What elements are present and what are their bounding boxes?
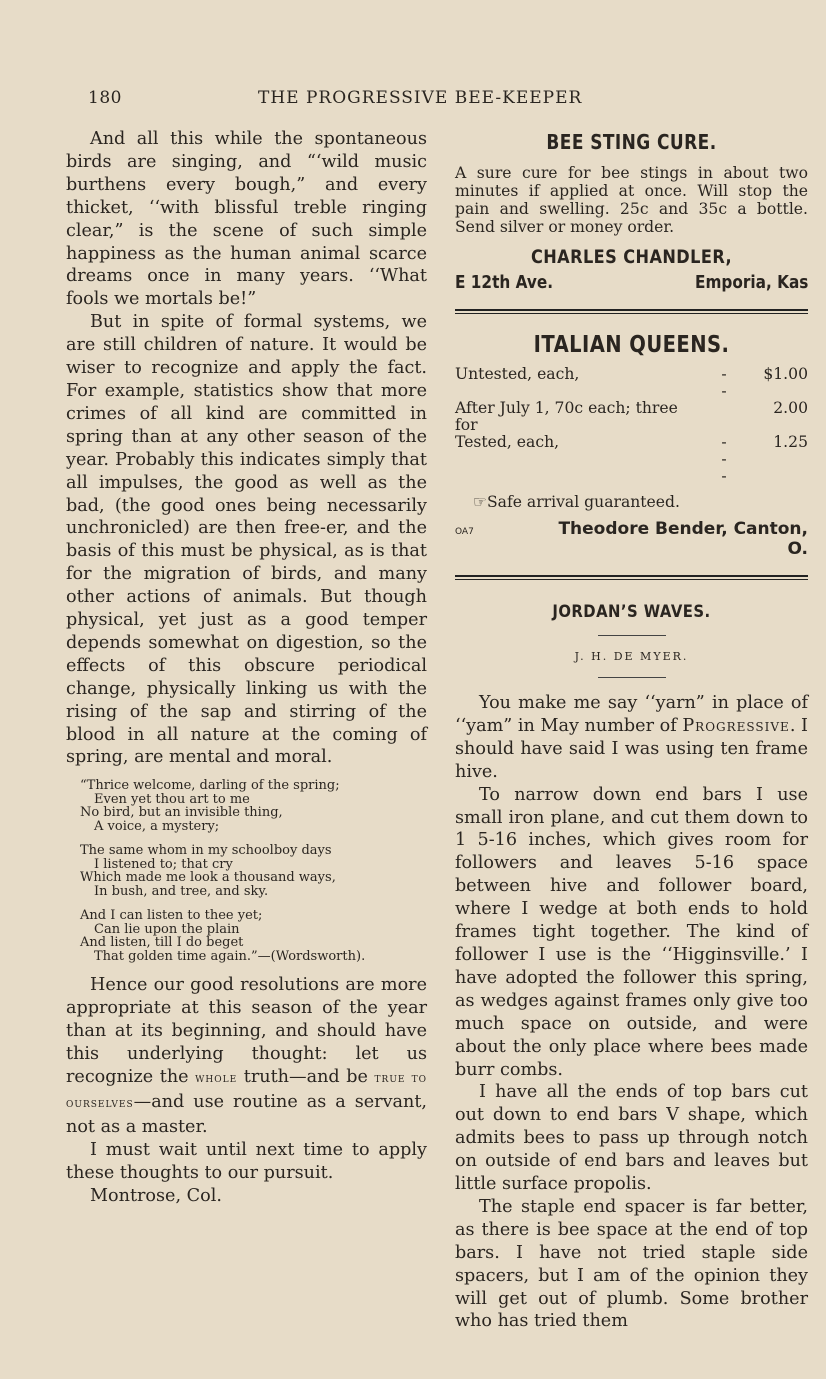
seller-name: Theodore Bender, Canton, O. xyxy=(558,519,808,559)
price-label: Untested, each, xyxy=(455,365,580,383)
short-rule xyxy=(598,635,666,636)
poem-line: And listen, till I do beget xyxy=(80,935,244,951)
seller-row xyxy=(455,519,808,559)
article-author: J. H. DE MYER. xyxy=(574,650,689,663)
left-column xyxy=(66,128,427,1207)
short-rule xyxy=(598,677,666,678)
paragraph: To narrow down end bars I use small iron plane, and cut them down to 1 5-16 inches, which gives room for followers and leaves 5-16 space between hive and follower board, where I wedge at both ends to hold frames tight together. The kind of follower I use is the ‘‘Higginsville.’ I have adopted the follower this spring, as wedges against frames only give too much space on outside, and were about the only place where bees made burr combs. xyxy=(455,784,808,1080)
poem-line: “Thrice welcome, darling of the spring; xyxy=(80,778,340,794)
poem-quote xyxy=(80,779,427,963)
price-dashes: - - - xyxy=(721,433,745,485)
poem-stanza xyxy=(80,779,427,833)
poem-line: That golden time again.”—(Wordsworth). xyxy=(94,948,366,964)
poem-line: And I can listen to thee yet; xyxy=(80,908,263,924)
running-title: THE PROGRESSIVE BEE-KEEPER xyxy=(258,88,583,108)
poem-line: Can lie upon the plain xyxy=(94,921,240,937)
advertisement-bee-sting xyxy=(455,130,808,293)
article-jordans-waves xyxy=(455,602,808,1333)
article-title: JORDAN’S WAVES. xyxy=(552,602,711,621)
page-number: 180 xyxy=(88,88,122,108)
price-price: $1.00 xyxy=(763,365,808,383)
price-row xyxy=(455,434,808,485)
page-header xyxy=(88,88,806,112)
poem-line: No bird, but an invisible thing, xyxy=(80,805,283,821)
ad-title: ITALIAN QUEENS. xyxy=(533,332,730,358)
divider xyxy=(455,309,808,314)
paragraph: You make me say ‘‘yarn” in place of ‘‘yam” in May number of Progressive. I should have said I was using ten frame hive. xyxy=(455,693,808,782)
ad-title: BEE STING CURE. xyxy=(546,130,717,154)
paragraph: But in spite of formal systems, we are still children of nature. It would be wiser to recognize and apply the fact. For example, statistics show that more crimes of all kind are committed in spring than at any other season of the year. Probably this indicates simply that all impulses, the good as well as the bad, (the good ones being necessarily unchronicled) are then free-er, and the basis of this must be physical, as is that for the migration of birds, and many other actions of animals. But though physical, yet just as a good temper depends somewhat on digestion, so the effects of this obscure periodical change, physically linking us with the rising of the sap and stirring of the blood in all nature at the coming of spring, are mental and moral. xyxy=(66,312,427,768)
advertiser-name: CHARLES CHANDLER, xyxy=(530,246,733,268)
divider xyxy=(455,575,808,580)
street: E 12th Ave. xyxy=(455,272,554,293)
paragraph: I must wait until next time to apply these thoughts to our pursuit. xyxy=(66,1139,427,1183)
price-price: 1.25 xyxy=(773,433,808,451)
poem-line: Which made me look a thousand ways, xyxy=(80,870,336,886)
poem-stanza xyxy=(80,909,427,963)
paragraph: Hence our good resolutions are more appropriate at this season of the year than at its beginning, and should have this underlying thought: let us recognize the whole truth—and be true to ourselves—and use routine as a servant, not as a master. xyxy=(66,975,427,1137)
paragraph: And all this while the spontaneous birds are singing, and “‘wild music burthens every bough,” and every thicket, ‘‘with blissful treble ringing clear,” is the scene of such simple happiness as the human animal scarce dreams once in many years. ‘‘What fools we mortals be!” xyxy=(66,129,427,310)
price-row xyxy=(455,366,808,400)
ad-code: OA7 xyxy=(455,527,474,537)
price-dashes: - - xyxy=(721,365,745,400)
poem-line: In bush, and tree, and sky. xyxy=(94,883,269,899)
price-label: After July 1, 70c each; three for xyxy=(455,399,678,434)
right-column xyxy=(455,128,808,1333)
pointing-hand-icon: ☞ xyxy=(473,493,487,511)
signature-place: Montrose, Col. xyxy=(90,1185,222,1206)
price-label: Tested, each, xyxy=(455,433,560,451)
poem-line: A voice, a mystery; xyxy=(94,818,220,834)
ad-text: A sure cure for bee stings in about two minutes if applied at once. Will stop the pain and swelling. 25c and 35c a bottle. Send silver or money order. xyxy=(455,164,808,236)
guarantee-line: ☞Safe arrival guaranteed. xyxy=(473,493,680,511)
advertiser-address xyxy=(455,272,808,293)
paragraph: I have all the ends of top bars cut out down to end bars V shape, which admits bees to pass up through notch on outside of end bars and leaves but little surface propolis. xyxy=(455,1082,808,1195)
advertisement-italian-queens xyxy=(455,332,808,559)
city: Emporia, Kas xyxy=(694,272,808,293)
poem-line: The same whom in my schoolboy days xyxy=(80,843,332,859)
price-list xyxy=(455,366,808,485)
poem-line: Even yet thou art to me xyxy=(94,791,250,807)
price-dashes xyxy=(703,400,763,434)
price-price: 2.00 xyxy=(773,399,808,417)
paragraph: The staple end spacer is far better, as there is bee space at the end of top bars. I have not tried staple side spacers, but I am of the opinion they will get out of plumb. Some brother who has tried them xyxy=(455,1196,808,1332)
price-row xyxy=(455,400,808,434)
poem-stanza xyxy=(80,844,427,898)
poem-line: I listened to; that cry xyxy=(94,856,233,872)
